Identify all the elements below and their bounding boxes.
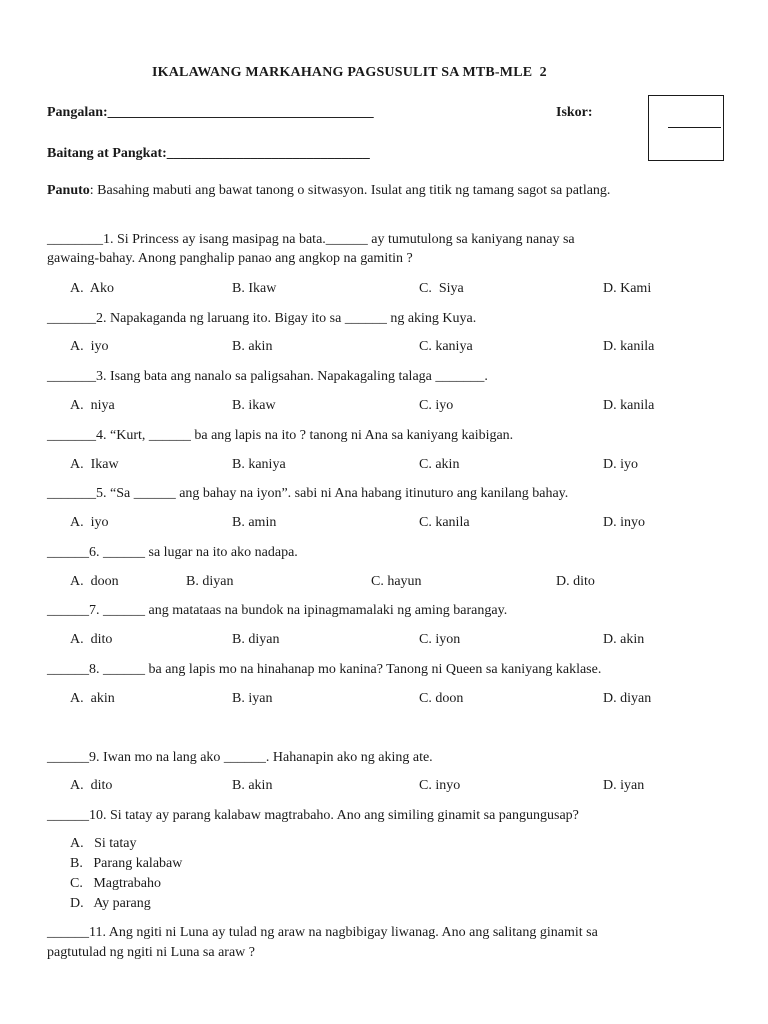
q2-choice-a: A. iyo [70,339,109,354]
q5-choice-b: B. amin [232,515,277,530]
q8-choice-c: C. doon [419,691,464,706]
question-11-cont: pagtutulad ng ngiti ni Luna sa araw ? [47,945,255,960]
q5-choice-a: A. iyo [70,515,109,530]
q2-choice-b: B. akin [232,339,273,354]
q9-choice-b: B. akin [232,778,273,793]
q8-choice-b: B. iyan [232,691,273,706]
instructions [47,182,610,200]
q7-choice-d: D. akin [603,632,645,647]
question-3: _______3. Isang bata ang nanalo sa paligsahan. Napakagaling talaga _______. [47,369,488,384]
name-label: Pangalan:______________________________________ [47,105,374,120]
q9-choice-a: A. dito [70,778,113,793]
q7-choice-c: C. iyon [419,632,461,647]
score-box-line [668,127,721,128]
question-7: ______7. ______ ang matataas na bundok na ipinagmamalaki ng aming barangay. [47,603,508,618]
question-9: ______9. Iwan mo na lang ako ______. Hahanapin ako ng aking ate. [47,750,433,765]
q2-choice-d: D. kanila [603,339,655,354]
q4-choice-d: D. iyo [603,457,638,472]
question-1-cont: gawaing-bahay. Anong panghalip panao ang angkop na gamitin ? [47,251,413,266]
question-2: _______2. Napakaganda ng laruang ito. Bigay ito sa ______ ng aking Kuya. [47,311,477,326]
question-4: _______4. “Kurt, ______ ba ang lapis na ito ? tanong ni Ana sa kaniyang kaibigan. [47,428,514,443]
instructions-heading: Panuto [47,183,90,198]
q1-choice-d: D. Kami [603,281,652,296]
q9-choice-c: C. inyo [419,778,461,793]
question-10: ______10. Si tatay ay parang kalabaw magtrabaho. Ano ang similing ginamit sa pangungusap? [47,808,579,823]
q3-choice-d: D. kanila [603,398,655,413]
q10-choice-a: A. Si tatay [70,836,137,851]
q10-choice-b: B. Parang kalabaw [70,856,183,871]
q3-choice-c: C. iyo [419,398,454,413]
q10-choice-d: D. Ay parang [70,896,151,911]
q6-choice-a: A. doon [70,574,119,589]
q1-choice-b: B. Ikaw [232,281,277,296]
q8-choice-a: A. akin [70,691,115,706]
q4-choice-a: A. Ikaw [70,457,119,472]
q5-choice-d: D. inyo [603,515,645,530]
q2-choice-c: C. kaniya [419,339,473,354]
q1-choice-c: C. Siya [419,281,464,296]
question-8: ______8. ______ ba ang lapis mo na hinahanap mo kanina? Tanong ni Queen sa kaniyang kaklase. [47,662,602,677]
q1-choice-a: A. Ako [70,281,114,296]
question-5: _______5. “Sa ______ ang bahay na iyon”. sabi ni Ana habang itinuturo ang kanilang bahay. [47,486,569,501]
q6-choice-c: C. hayun [371,574,422,589]
q6-choice-b: B. diyan [186,574,234,589]
question-6: ______6. ______ sa lugar na ito ako nadapa. [47,545,298,560]
grade-section-label: Baitang at Pangkat:_____________________________ [47,146,370,161]
q9-choice-d: D. iyan [603,778,645,793]
q7-choice-b: B. diyan [232,632,280,647]
q7-choice-a: A. dito [70,632,113,647]
q10-choice-c: C. Magtrabaho [70,876,161,891]
question-11: ______11. Ang ngiti ni Luna ay tulad ng araw na nagbibigay liwanag. Ano ang salitang ginamit sa [47,925,598,940]
q6-choice-d: D. dito [556,574,595,589]
q8-choice-d: D. diyan [603,691,652,706]
q4-choice-c: C. akin [419,457,460,472]
q3-choice-a: A. niya [70,398,115,413]
exam-title: IKALAWANG MARKAHANG PAGSUSULIT SA MTB-MLE 2 [152,65,547,80]
q3-choice-b: B. ikaw [232,398,276,413]
question-1: ________1. Si Princess ay isang masipag na bata.______ ay tumutulong sa kaniyang nanay sa [47,232,575,247]
q5-choice-c: C. kanila [419,515,470,530]
instructions-text: : Basahing mabuti ang bawat tanong o sitwasyon. Isulat ang titik ng tamang sagot sa patlang. [89,183,611,198]
q4-choice-b: B. kaniya [232,457,286,472]
score-box [648,95,724,161]
score-label: Iskor: [556,105,593,120]
